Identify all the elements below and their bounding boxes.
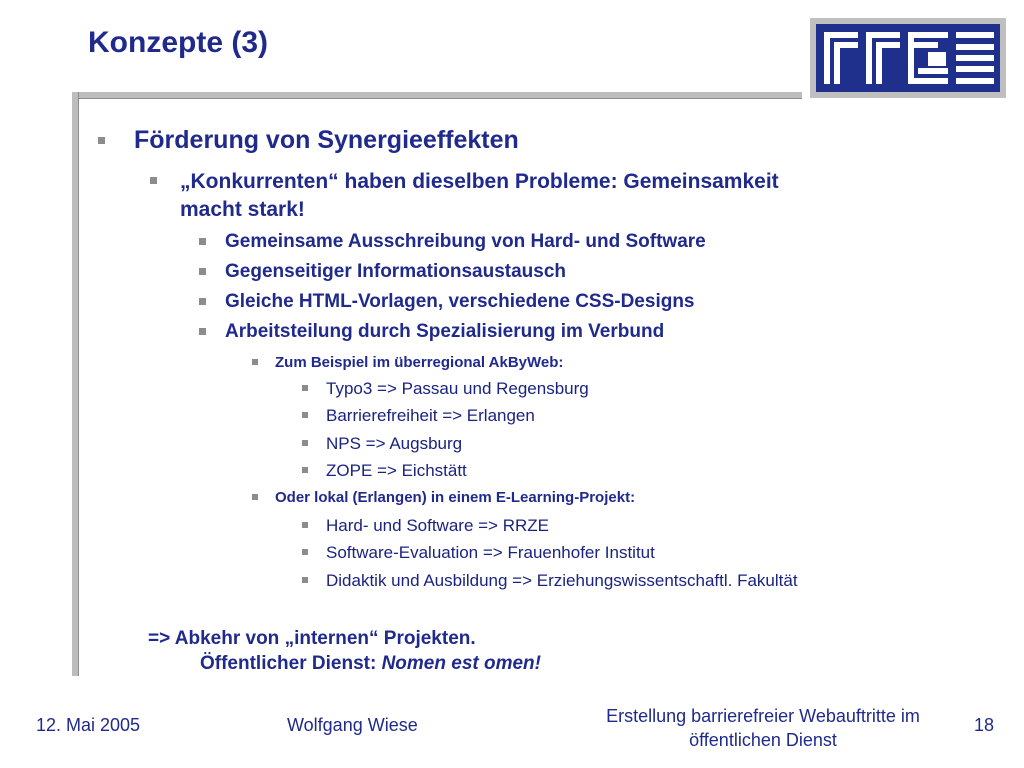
bullet-text: ZOPE => Eichstätt: [326, 461, 467, 480]
bullet-marker-icon: [302, 385, 308, 391]
bullet-text: Barrierefreiheit => Erlangen: [326, 406, 535, 425]
bullet-level5: [326, 516, 549, 536]
bullet-marker-icon: [199, 298, 206, 305]
bullet-level5: [326, 434, 462, 454]
bullet-text: Hard- und Software => RRZE: [326, 516, 549, 535]
conclusion-line1: => Abkehr von „internen“ Projekten.: [148, 628, 476, 649]
frame-top-bar: [72, 92, 802, 98]
conclusion-emphasis: Nomen est omen!: [381, 653, 541, 674]
bullet-text: NPS => Augsburg: [326, 434, 463, 453]
bullet-marker-icon: [302, 549, 308, 555]
bullet-text: Software-Evaluation => Frauenhofer Institut: [326, 543, 655, 562]
conclusion-line2-prefix: Öffentlicher Dienst:: [200, 653, 382, 674]
conclusion-text: [148, 626, 541, 676]
bullet-text: Arbeitsteilung durch Spezialisierung im Verbund: [225, 321, 665, 342]
bullet-level5: [326, 571, 798, 591]
slide-title: Konzepte (3): [88, 26, 268, 59]
bullet-text: Gemeinsame Ausschreibung von Hard- und Software: [225, 231, 706, 252]
footer-presentation-title: [560, 704, 966, 752]
frame-left-bar: [72, 92, 78, 676]
bullet-marker-icon: [199, 238, 206, 245]
bullet-text: Didaktik und Ausbildung => Erziehungswissentschaftl. Fakultät: [326, 571, 798, 590]
bullet-level3: [225, 321, 664, 343]
bullet-level3: [225, 291, 695, 313]
bullet-level3: [225, 231, 706, 253]
bullet-marker-icon: [302, 440, 308, 446]
bullet-marker-icon: [252, 359, 258, 365]
footer-date: 12. Mai 2005: [36, 715, 141, 735]
bullet-marker-icon: [150, 177, 157, 184]
bullet-level4: [275, 489, 635, 506]
bullet-marker-icon: [98, 137, 105, 144]
bullet-level5: [326, 379, 589, 399]
bullet-marker-icon: [302, 467, 308, 473]
bullet-marker-icon: [199, 328, 206, 335]
bullet-level5: [326, 461, 467, 481]
bullet-marker-icon: [302, 412, 308, 418]
bullet-marker-icon: [302, 522, 308, 528]
bullet-text-line1: „Konkurrenten“ haben dieselben Probleme: Gemeinsamkeit: [180, 170, 779, 193]
bullet-text: Gleiche HTML-Vorlagen, verschiedene CSS-Designs: [225, 291, 695, 312]
footer-title-line1: Erstellung barrierefreier Webauftritte im: [606, 706, 920, 726]
conclusion-line2: [148, 651, 541, 676]
bullet-text: Zum Beispiel im überregional AkByWeb:: [275, 354, 564, 371]
bullet-marker-icon: [252, 494, 258, 500]
footer-author: Wolfgang Wiese: [287, 715, 418, 735]
page-number: 18: [974, 715, 995, 735]
bullet-marker-icon: [302, 577, 308, 583]
bullet-text: Oder lokal (Erlangen) in einem E-Learning-Projekt:: [275, 489, 636, 506]
bullet-level1: [134, 126, 519, 155]
bullet-level5: [326, 543, 655, 563]
bullet-text: Typo3 => Passau und Regensburg: [326, 379, 589, 398]
bullet-text-line2: macht stark!: [180, 198, 305, 221]
bullet-marker-icon: [199, 268, 206, 275]
bullet-text: Gegenseitiger Informationsaustausch: [225, 261, 567, 282]
bullet-text: Förderung von Synergieeffekten: [134, 126, 519, 154]
footer-title-line2: öffentlichen Dienst: [689, 730, 837, 750]
bullet-level2: [180, 168, 779, 224]
bullet-level3: [225, 261, 566, 283]
bullet-level5: [326, 406, 535, 426]
bullet-level4: [275, 354, 563, 371]
rrze-logo: [810, 18, 1006, 98]
